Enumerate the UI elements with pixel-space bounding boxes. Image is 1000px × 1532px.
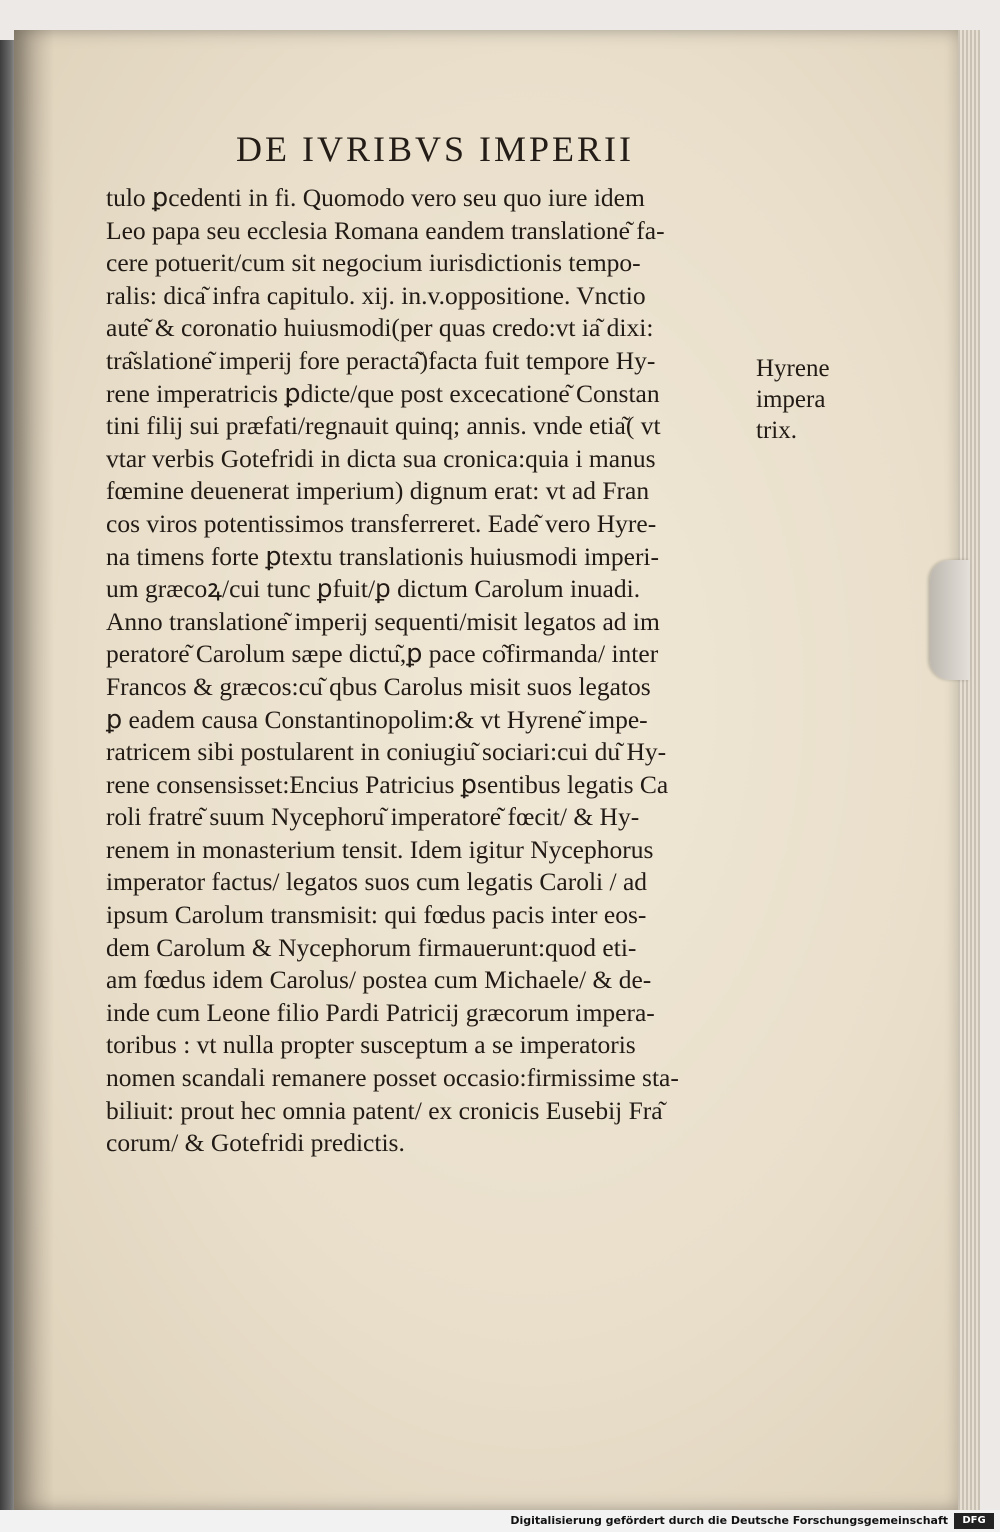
text-line: ratricem sibi postularent in coniugiu͂ sociari:cui du͂ Hy-: [106, 737, 667, 767]
text-line: tulo ꝑcedenti in fi. Quomodo vero seu quo iure idem: [106, 183, 645, 212]
page-clip: [930, 560, 970, 680]
dfg-logo: DFG: [954, 1513, 994, 1529]
text-line: Francos & græcos:cu͂ qbus Carolus misit suos legatos: [106, 671, 651, 701]
text-line: biliuit: prout hec omnia patent/ ex cronicis Eusebij Fra͂: [106, 1095, 663, 1125]
text-line: imperator factus/ legatos suos cum legatis Caroli / ad: [106, 867, 648, 897]
margin-note-line: impera: [756, 386, 826, 413]
text-line: Anno translatione͂ imperij sequenti/misit legatos ad im: [106, 606, 660, 636]
footer-bar: [0, 1510, 1000, 1532]
text-line: nomen scandali remanere posset occasio:firmissime sta-: [106, 1063, 679, 1093]
text-line: na timens forte ꝑtextu translationis huiusmodi imperi-: [106, 541, 660, 571]
margin-note: [756, 353, 866, 446]
running-head: DE IVRIBVS IMPERII: [236, 129, 635, 169]
text-line: ipsum Carolum transmisit: qui fœdus pacis inter eos-: [106, 900, 647, 930]
text-line: renem in monasterium tensit. Idem igitur Nycephorus: [106, 834, 654, 864]
text-line: peratore͂ Carolum sæpe dictu͂,ꝑ pace co͂firmanda/ inter: [106, 639, 659, 669]
funding-credit: Digitalisierung gefördert durch die Deutsche Forschungsgemeinschaft: [510, 1514, 948, 1527]
text-line: corum/ & Gotefridi predictis.: [106, 1128, 405, 1158]
text-line: inde cum Leone filio Pardi Patricij græcorum impera-: [106, 997, 655, 1027]
text-line: cos viros potentissimos transferreret. Eade͂ vero Hyre-: [106, 508, 657, 538]
margin-note-line: Hyrene: [756, 355, 830, 382]
text-line: tini filij sui præfati/regnauit quinq; annis. vnde etia͂( vt: [106, 411, 661, 441]
margin-note-line: trix.: [756, 417, 797, 444]
text-line: cere potuerit/cum sit negocium iurisdictionis tempo-: [106, 248, 641, 278]
text-line: ꝑ eadem causa Constantinopolim:& vt Hyrene͂ impe-: [106, 704, 648, 734]
text-line: roli fratre͂ suum Nycephoru͂ imperatore͂ fœcit/ & Hy-: [106, 802, 640, 832]
text-line: Leo papa seu ecclesia Romana eandem translatione͂ fa-: [106, 215, 665, 245]
text-line: vtar verbis Gotefridi in dicta sua cronica:quia i manus: [106, 443, 656, 473]
text-line: rene consensisset:Encius Patricius ꝑsentibus legatis Ca: [106, 769, 669, 799]
text-line: toribus : vt nulla propter susceptum a se imperatoris: [106, 1030, 636, 1060]
spine-shadow: [14, 30, 54, 1510]
text-line: am fœdus idem Carolus/ postea cum Michaele/ & de-: [106, 965, 652, 995]
text-line: rene imperatricis ꝑdicte/que post excecatione͂ Constan: [106, 378, 660, 408]
text-line: aute͂ & coronatio huiusmodi(per quas credo:vt ia͂ dixi:: [106, 313, 654, 343]
text-line: dem Carolum & Nycephorum firmauerunt:quod eti-: [106, 932, 637, 962]
text-line: fœmine deuenerat imperium) dignum erat: vt ad Fran: [106, 476, 650, 506]
text-line: ralis: dica͂ infra capitulo. xij. in.v.oppositione. Vnctio: [106, 280, 646, 310]
text-line: um græcoꝝ/cui tunc ꝑfuit/ꝑ dictum Carolum inuadi.: [106, 574, 641, 604]
text-line: tra͂slatione͂ imperij fore peracta͂)facta fuit tempore Hy-: [106, 345, 656, 375]
body-text: [106, 182, 756, 1160]
